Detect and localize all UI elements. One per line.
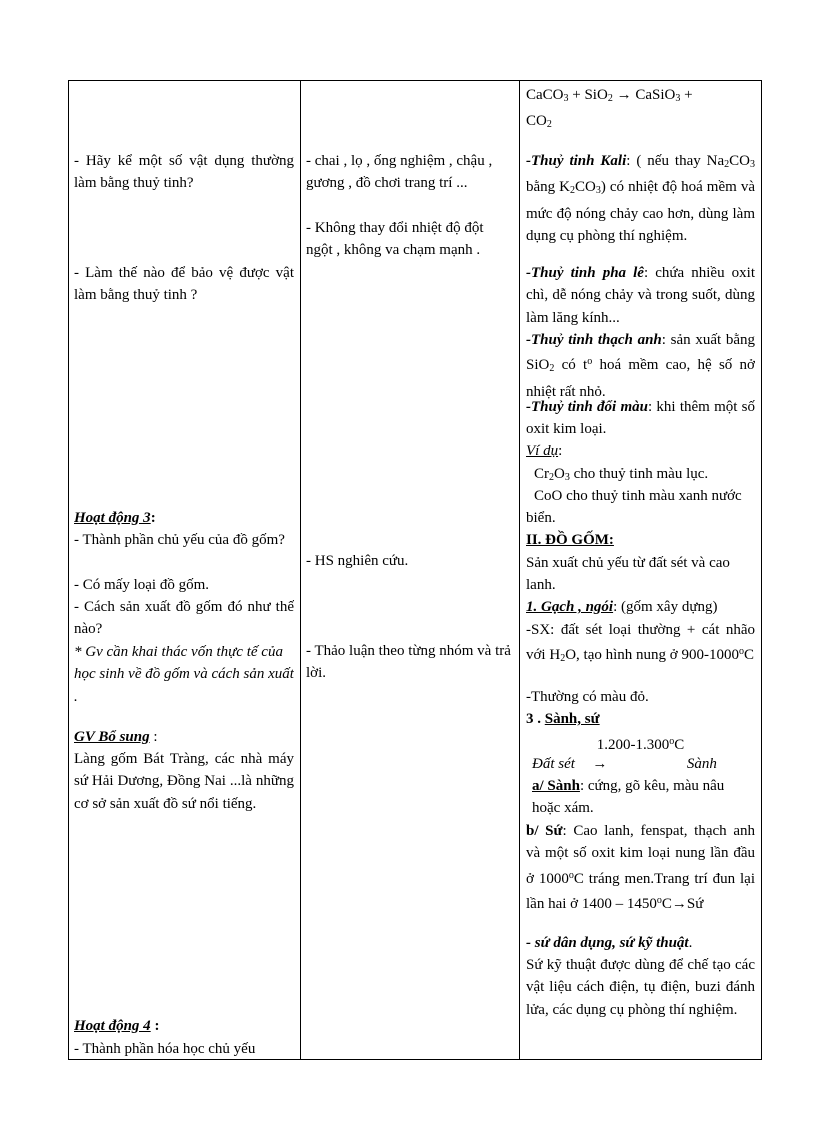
content-column: [526, 80, 755, 1060]
ceramics-intro: Sản xuất chủ yếu từ đất sét và cao lanh.: [526, 555, 730, 594]
answer-protect-glass: - Không thay đổi nhiệt độ đột ngột , không va chạm mạnh .: [306, 220, 484, 259]
section-ii-ceramics: II. ĐỒ GỐM:: [526, 532, 614, 548]
table-left-border: [68, 80, 69, 1060]
crystal-glass: -Thuỷ tinh pha lê: chứa nhiều oxit chì, dễ nóng chảy và trong suốt, dùng làm lăng kính...: [526, 265, 755, 326]
activity-4-heading: Hoạt động 4 :: [74, 1018, 160, 1034]
activity-3-heading: Hoạt động 3:: [74, 510, 156, 526]
activity-3-question-1: - Thành phần chủ yếu của đồ gốm?: [74, 532, 285, 548]
answer-glass-items: - chai , lọ , ống nghiệm , chậu , gương , đồ chơi trang trí ...: [306, 153, 493, 192]
column-divider-2: [519, 80, 520, 1060]
stoneware-porcelain-heading: 3 . Sành, sứ: [526, 711, 600, 727]
equation-caco3-sio2: CaCO3 + SiO2 → CaSiO3 + CO2: [526, 87, 693, 131]
porcelain-definition: b/ Sứ: Cao lanh, fenspat, thạch anh và một số oxit kim loại nung lần đầu ở 1000$^o$C tráng men.Trang trí đun lại lần hai ở $1400 - 1450^oC\to Sứ$: [526, 823, 755, 913]
teacher-activity-column: [74, 80, 294, 1060]
bricks-color: -Thường có màu đỏ.: [526, 689, 649, 705]
question-glass-items: - Hãy kể một số vật dụng thường làm bằng thuỷ tinh?: [74, 153, 294, 192]
answer-students-research: - HS nghiên cứu.: [306, 553, 409, 569]
teacher-note: * Gv cần khai thác vốn thực tế của học sinh về đồ gốm và cách sản xuất .: [74, 644, 294, 705]
technical-porcelain-uses: Sứ kỹ thuật được dùng để chế tạo các vật liệu cách điện, tụ điện, buzi đánh lửa, các dụng cụ phòng thí nghiệm.: [526, 957, 755, 1018]
activity-4-question-1: - Thành phần hóa học chủ yếu: [74, 1041, 256, 1057]
activity-3-question-2: - Có mấy loại đồ gốm.: [74, 577, 209, 593]
activity-3-question-3: - Cách sản xuất đồ gốm đó như thế nào?: [74, 599, 294, 638]
answer-group-discussion: - Thảo luận theo từng nhóm và trả lời.: [306, 643, 511, 682]
stoneware-definition: a/ Sành: cứng, gõ kêu, màu nâu hoặc xám.: [532, 778, 725, 817]
firing-temperature: 1.200-1.300$^o$C: [596, 736, 685, 753]
gv-supplement-text: Làng gốm Bát Tràng, các nhà máy sứ Hải Dương, Đồng Nai ...là những cơ sở sản xuất đồ sứ nổi tiếng.: [74, 751, 294, 812]
example-heading: Ví dụ:: [526, 443, 563, 459]
bricks-production: -SX: đất sét loại thường + cát nhão với H2O, tạo hình nung ở 900-1000$^o$C: [526, 622, 755, 665]
table-right-border: [761, 80, 762, 1060]
question-protect-glass: - Làm thế nào để bảo vệ được vật làm bằng thuỷ tinh ?: [74, 265, 294, 304]
example-coo: CoO cho thuỷ tinh màu xanh nước biển.: [526, 488, 742, 527]
porcelain-types: - sứ dân dụng, sứ kỹ thuật.: [526, 935, 693, 951]
clay-to-stoneware: Đất sét → Sành: [532, 756, 717, 772]
student-activity-column: [306, 80, 512, 1060]
bricks-tiles: 1. Gạch , ngói: (gốm xây dựng): [526, 599, 718, 615]
quartz-glass: -Thuỷ tinh thạch anh: sản xuất bằng SiO2 có $t^o$ hoá mềm cao, hệ số nở nhiệt rất nhỏ.: [526, 332, 755, 400]
potassium-glass: -Thuỷ tinh Kali: ( nếu thay Na2CO3 bằng K2CO3) có nhiệt độ hoá mềm và mức độ nóng chảy cao hơn, dùng làm dụng cụ phòng thí nghiệm.: [526, 153, 755, 245]
color-changing-glass: -Thuỷ tinh đổi màu: khi thêm một số oxit kim loại.: [526, 399, 755, 438]
gv-supplement-heading: GV Bổ sung :: [74, 729, 158, 745]
example-cr2o3: Cr2O3 cho thuỷ tinh màu lục.: [534, 466, 709, 483]
column-divider-1: [300, 80, 301, 1060]
